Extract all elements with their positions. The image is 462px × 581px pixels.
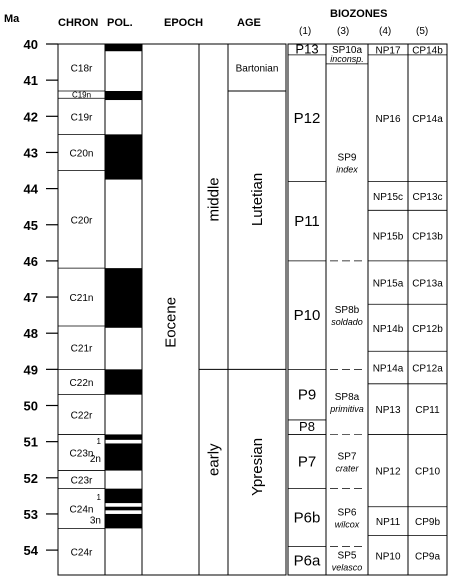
planktonic-foram-zone-column bbox=[288, 41, 326, 575]
zone-label: CP12a bbox=[412, 363, 443, 375]
np-zone-column bbox=[368, 44, 408, 575]
zone-name: primitiva bbox=[330, 403, 364, 414]
ma-tick-label: 47 bbox=[23, 290, 38, 306]
zone-label: SP5 bbox=[337, 550, 357, 562]
zone-label: NP15c bbox=[372, 191, 404, 203]
chron-label: C22n bbox=[69, 378, 94, 390]
chron-label: C22r bbox=[70, 410, 93, 422]
biozone-col5-header: (5) bbox=[416, 26, 429, 37]
subepoch-label: middle bbox=[205, 177, 223, 222]
chron-header: CHRON bbox=[58, 17, 99, 29]
normal-polarity-interval bbox=[105, 443, 142, 470]
cp-zone-column bbox=[408, 44, 447, 575]
ma-tick-label: 48 bbox=[23, 326, 38, 342]
age-label: Bartonian bbox=[235, 63, 279, 75]
chron-label: C19r bbox=[70, 112, 93, 124]
zone-name: inconsp. bbox=[330, 54, 364, 64]
age-label: Ypresian bbox=[249, 437, 266, 497]
zone-label: SP7 bbox=[337, 451, 357, 463]
epoch-column bbox=[142, 44, 228, 575]
subepoch-frame bbox=[199, 44, 228, 575]
zone-label: CP11 bbox=[415, 405, 440, 417]
zone-label: P7 bbox=[297, 453, 317, 471]
zone-label: CP12b bbox=[412, 323, 443, 335]
ma-tick-label: 52 bbox=[23, 470, 38, 486]
zone-label: NP15a bbox=[372, 278, 404, 290]
zone-label: P10 bbox=[293, 307, 321, 325]
ma-tick-label: 41 bbox=[23, 73, 38, 89]
zone-label: NP17 bbox=[375, 45, 401, 57]
zone-label: NP10 bbox=[375, 551, 401, 563]
zone-label: SP6 bbox=[337, 507, 357, 519]
biozone-col1-header: (1) bbox=[299, 26, 312, 37]
zone-label: P13 bbox=[295, 41, 319, 57]
chron-label: C20n bbox=[69, 148, 94, 160]
chron-label: C21r bbox=[70, 343, 93, 355]
zone-name: soldado bbox=[331, 317, 363, 328]
age-label: Lutetian bbox=[249, 172, 266, 227]
zone-name: velasco bbox=[331, 562, 363, 573]
zone-label: CP10 bbox=[414, 466, 441, 478]
zone-label: CP9b bbox=[414, 517, 441, 529]
normal-polarity-interval bbox=[105, 489, 142, 503]
biozone-col3-header: (3) bbox=[337, 26, 350, 37]
ma-tick-label: 50 bbox=[23, 398, 38, 414]
zone-label: CP14a bbox=[412, 114, 443, 126]
zone-label: P11 bbox=[294, 213, 320, 231]
normal-polarity-interval bbox=[105, 369, 142, 394]
age-header: AGE bbox=[237, 17, 261, 29]
zone-name: index bbox=[336, 164, 358, 175]
normal-polarity-interval bbox=[105, 134, 142, 179]
zone-label: CP14b bbox=[412, 45, 443, 57]
normal-polarity-interval bbox=[105, 507, 142, 511]
epoch-header: EPOCH bbox=[164, 17, 204, 29]
polarity-header: POL. bbox=[107, 17, 133, 29]
ma-tick-label: 44 bbox=[23, 181, 38, 197]
ma-tick-label: 51 bbox=[23, 434, 38, 450]
chron-label: C23r bbox=[70, 475, 93, 487]
normal-polarity-interval bbox=[105, 91, 142, 100]
ma-axis bbox=[24, 37, 58, 558]
zone-label: NP12 bbox=[375, 466, 401, 478]
chron-sublabel: 3n bbox=[89, 515, 101, 527]
zone-label: CP9a bbox=[414, 551, 441, 563]
ma-tick-label: 53 bbox=[23, 506, 38, 522]
chron-label: C24r bbox=[70, 547, 93, 559]
zone-label: P8 bbox=[299, 419, 315, 435]
chron-label: C18r bbox=[70, 63, 93, 75]
zone-label: CP13b bbox=[412, 231, 443, 243]
biozone-col4-header: (4) bbox=[379, 26, 392, 37]
ma-tick-label: 42 bbox=[23, 109, 38, 125]
zone-label: SP8a bbox=[334, 391, 360, 403]
ma-tick-label: 54 bbox=[23, 543, 38, 559]
ma-tick-label: 45 bbox=[23, 217, 38, 233]
subepoch-label: early bbox=[205, 443, 223, 476]
chron-label: C19n bbox=[71, 90, 92, 100]
ma-tick-label: 46 bbox=[23, 253, 38, 269]
normal-polarity-interval bbox=[105, 268, 142, 328]
age-column bbox=[228, 44, 286, 575]
zone-label: NP15b bbox=[372, 231, 404, 243]
ma-header: Ma bbox=[4, 13, 20, 25]
epoch-label: Eocene bbox=[162, 296, 180, 348]
zone-label: SP8b bbox=[334, 305, 360, 317]
chron-label: C21n bbox=[69, 293, 94, 305]
zone-label: NP14a bbox=[372, 363, 404, 375]
zone-label: NP16 bbox=[375, 114, 401, 126]
biozones-header: BIOZONES bbox=[330, 8, 388, 20]
zone-label: P6b bbox=[293, 509, 321, 527]
zone-label: NP13 bbox=[375, 405, 401, 417]
zone-label: SP10a bbox=[331, 45, 363, 56]
chron-column bbox=[58, 44, 105, 575]
zone-label: CP13a bbox=[412, 278, 443, 290]
chron-sublabel: 2n bbox=[89, 453, 101, 465]
ma-tick-label: 40 bbox=[23, 37, 38, 52]
ma-tick-label: 43 bbox=[23, 145, 38, 161]
chron-sublabel: 1 bbox=[96, 492, 101, 502]
zone-label: P9 bbox=[297, 386, 317, 404]
zone-label: CP13c bbox=[412, 191, 443, 203]
normal-polarity-interval bbox=[105, 434, 142, 439]
chron-label: C23n bbox=[69, 448, 94, 460]
zone-label: P12 bbox=[293, 110, 321, 128]
zone-label: SP9 bbox=[337, 152, 357, 164]
zone-label: P6a bbox=[293, 552, 321, 570]
normal-polarity-interval bbox=[105, 44, 142, 51]
polarity-column bbox=[105, 44, 142, 575]
zone-label: NP11 bbox=[375, 517, 401, 529]
chron-label: C20r bbox=[70, 215, 93, 227]
chron-sublabel: 1 bbox=[96, 436, 101, 446]
zone-name: crater bbox=[335, 463, 359, 474]
normal-polarity-interval bbox=[105, 514, 142, 528]
zone-label: NP14b bbox=[372, 323, 404, 335]
zone-name: wilcox bbox=[334, 519, 360, 530]
sp-zone-column bbox=[326, 44, 368, 575]
chron-label: C24n bbox=[69, 504, 94, 516]
ma-tick-label: 49 bbox=[23, 362, 38, 378]
